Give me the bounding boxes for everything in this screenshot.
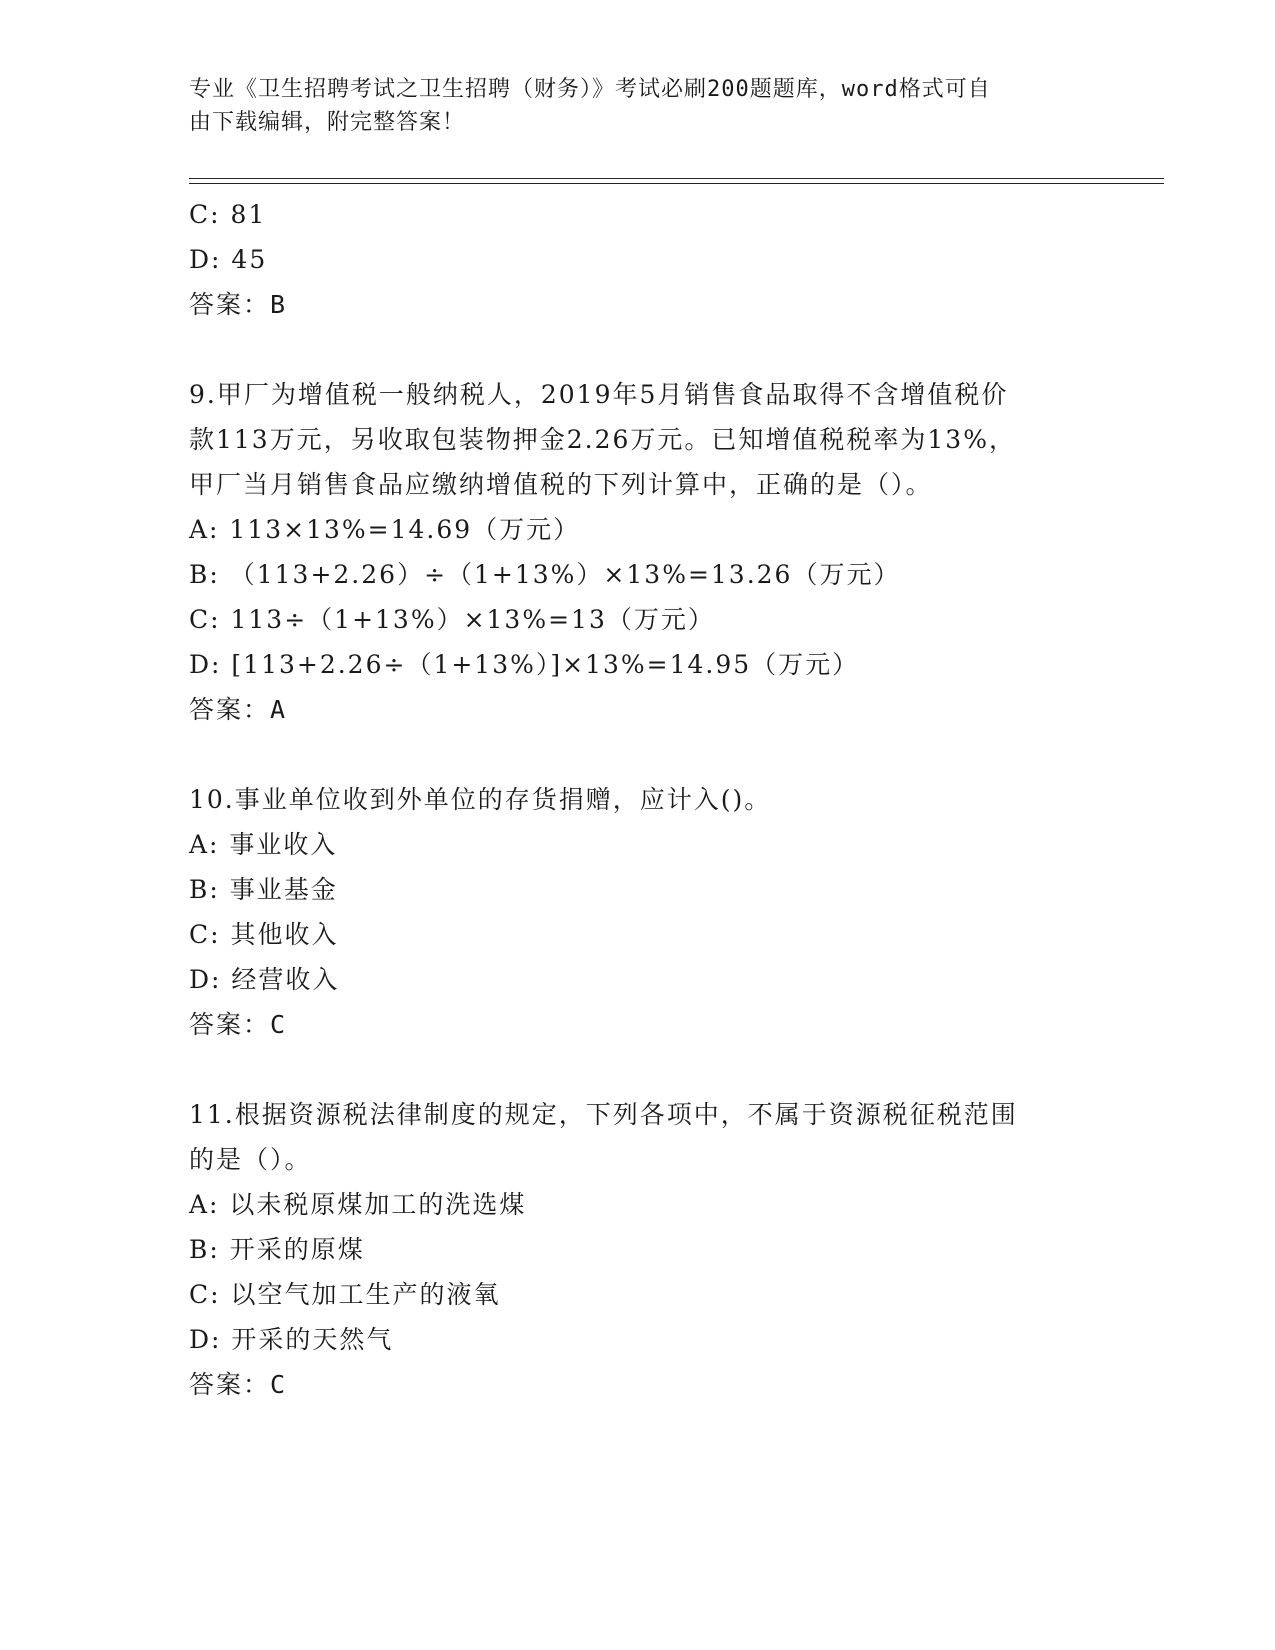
question-stem-line: 款113万元，另收取包装物押金2.26万元。已知增值税税率为13%， [189, 425, 1016, 454]
question-stem-line: 的是（）。 [189, 1145, 312, 1174]
option-c: C: 81 [189, 200, 267, 229]
spacer [189, 1047, 1089, 1092]
option-c: C: 以空气加工生产的液氧 [189, 1280, 501, 1309]
document-header [189, 73, 1089, 139]
answer-line: 答案：A [189, 695, 288, 724]
question-stem-line: 10.事业单位收到外单位的存货捐赠，应计入()。 [189, 785, 772, 814]
question-10 [189, 777, 1089, 1047]
option-d: D: 经营收入 [189, 965, 340, 994]
question-9 [189, 372, 1089, 732]
option-d: D: 开采的天然气 [189, 1325, 394, 1354]
answer-line: 答案：C [189, 1010, 288, 1039]
option-a: A: 以未税原煤加工的洗选煤 [189, 1190, 527, 1219]
spacer [189, 327, 1089, 372]
option-a: A: 113×13%=14.69（万元） [189, 515, 581, 544]
option-b: B: 事业基金 [189, 875, 338, 904]
question-list [189, 192, 1089, 1407]
option-b: B: 开采的原煤 [189, 1235, 365, 1264]
option-d: D: [113+2.26÷（1+13%）]×13%=14.95（万元） [189, 650, 860, 679]
header-divider-top [189, 178, 1164, 179]
answer-line: 答案：C [189, 1370, 288, 1399]
question-stem-line: 11.根据资源税法律制度的规定，下列各项中，不属于资源税征税范围 [189, 1100, 1018, 1129]
header-line-1: 专业《卫生招聘考试之卫生招聘（财务）》考试必刷200题题库，word格式可自 [189, 77, 991, 102]
question-stem-line: 9.甲厂为增值税一般纳税人，2019年5月销售食品取得不含增值税价 [189, 380, 1009, 409]
question-stem-line: 甲厂当月销售食品应缴纳增值税的下列计算中，正确的是（）。 [189, 470, 933, 499]
answer-line: 答案：B [189, 290, 288, 319]
option-a: A: 事业收入 [189, 830, 338, 859]
option-d: D: 45 [189, 245, 268, 274]
header-line-2: 由下载编辑，附完整答案！ [189, 110, 466, 135]
header-divider-bottom [189, 183, 1164, 184]
option-b: B: （113+2.26）÷（1+13%）×13%=13.26（万元） [189, 560, 901, 589]
question-11 [189, 1092, 1089, 1407]
spacer [189, 732, 1089, 777]
question-8-tail [189, 192, 1089, 327]
option-c: C: 113÷（1+13%）×13%=13（万元） [189, 605, 715, 634]
option-c: C: 其他收入 [189, 920, 339, 949]
